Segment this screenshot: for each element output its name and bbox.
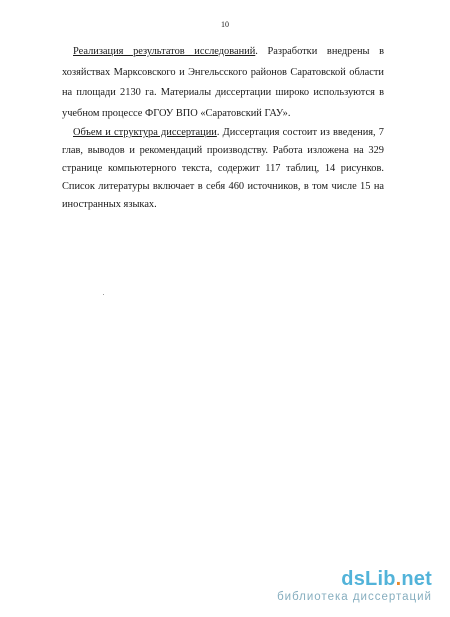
- watermark-logo: [277, 568, 432, 590]
- paragraph-heading-structure: Объем и структура диссертации: [73, 127, 217, 138]
- paragraph-implementation: [62, 42, 384, 124]
- paragraph-heading-implementation: Реализация результатов исследований: [73, 46, 256, 57]
- page-number: 10: [221, 20, 229, 29]
- watermark-brand-tld: net: [401, 568, 432, 590]
- watermark-brand-dot: .: [395, 568, 402, 590]
- paragraph-structure: [62, 124, 384, 214]
- watermark-brand-main: dsLib: [341, 568, 396, 590]
- watermark-tagline: библиотека диссертаций: [277, 591, 432, 603]
- paragraph-text-implementation: . Разработки внедрены в хозяйствах Марксовского и Энгельсского районов Саратовской области на площади 2130 га. Материалы диссертации широко используются в учебном процессе ФГОУ ВПО «Саратовский ГАУ».: [62, 46, 385, 119]
- scan-speck: [103, 294, 104, 295]
- paragraph-text-structure: . Диссертация состоит из введения, 7 глав, выводов и рекомендаций производству. Работа изложена на 329 странице компьютерного текста, содержит 117 таблиц, 14 рисунков. Список литературы включает в себя 460 источников, в том числе 15 на иностранных языках.: [62, 127, 385, 210]
- watermark[interactable]: [277, 568, 432, 604]
